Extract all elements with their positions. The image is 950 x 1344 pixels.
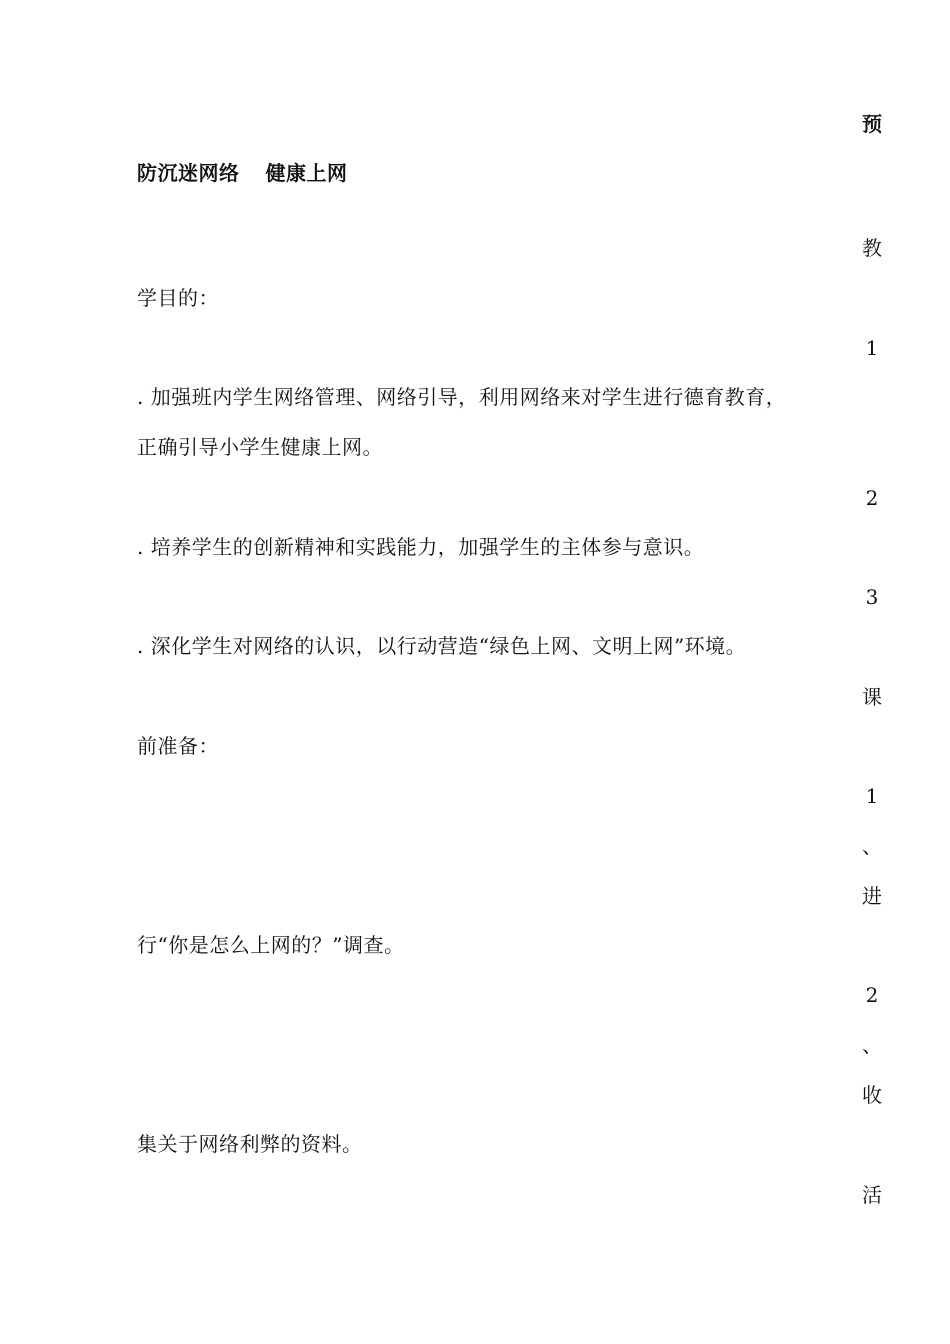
margin-char-ke: 课 [862, 685, 882, 709]
margin-char-1: 1 [865, 336, 879, 360]
margin-char-prep-1: 1 [865, 784, 879, 808]
margin-char-3: 3 [865, 585, 879, 609]
page-title [137, 160, 348, 186]
preparation-item-2: 集关于网络利弊的资料。 [137, 1132, 363, 1156]
margin-char-shou: 收 [862, 1083, 882, 1107]
objective-1-line-2: 正确引导小学生健康上网。 [137, 435, 383, 459]
margin-char-jin: 进 [862, 884, 882, 908]
margin-char-comma-2: 、 [862, 1033, 882, 1057]
objectives-heading: 学目的： [137, 286, 219, 310]
preparation-item-1: 行“你是怎么上网的？”调查。 [137, 933, 405, 957]
objective-1-line-1: . 加强班内学生网络管理、网络引导，利用网络来对学生进行德育教育， [137, 385, 787, 409]
margin-char-huo: 活 [862, 1183, 882, 1207]
objective-2: . 培养学生的创新精神和实践能力，加强学生的主体参与意识。 [137, 535, 705, 559]
margin-char-jiao: 教 [862, 236, 882, 260]
margin-char-prep-2: 2 [865, 983, 879, 1007]
margin-char-comma-1: 、 [862, 834, 882, 858]
page-title-part1: 防沉迷网络 [137, 161, 240, 185]
margin-char-2: 2 [865, 486, 879, 510]
page-title-part2: 健康上网 [265, 161, 348, 185]
objective-3: . 深化学生对网络的认识，以行动营造“绿色上网、文明上网”环境。 [137, 634, 747, 658]
preparation-heading: 前准备： [137, 734, 219, 758]
margin-char-yu: 预 [862, 112, 882, 136]
